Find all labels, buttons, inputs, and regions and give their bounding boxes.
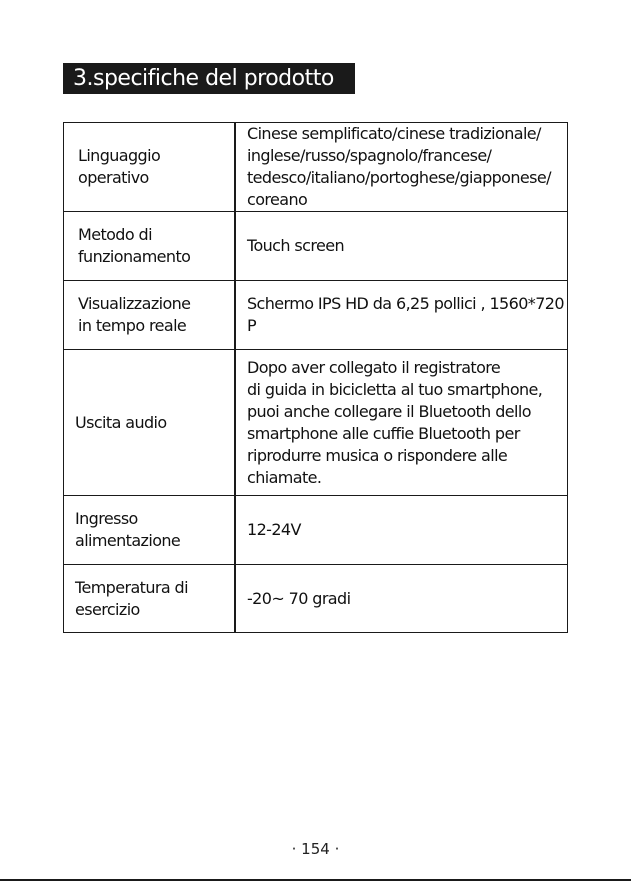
table-row [64,212,568,281]
spec-table [63,122,568,633]
row-label: Ingresso alimentazione [64,496,236,565]
table-row [64,565,568,633]
row-label: Uscita audio [64,350,236,496]
row-value: 12-24V [235,496,568,565]
row-value: Cinese semplificato/cinese tradizionale/ inglese/russo/spagnolo/francese/ tedesco/italiano/portoghese/giapponese/ coreano [235,123,568,212]
bottom-rule [0,879,631,881]
row-value: Schermo IPS HD da 6,25 pollici , 1560*720 P [235,281,568,350]
row-value: -20~ 70 gradi [235,565,568,633]
row-label: Visualizzazione in tempo reale [64,281,236,350]
row-label: Temperatura di esercizio [64,565,236,633]
table-row [64,350,568,496]
row-value: Dopo aver collegato il registratore di guida in bicicletta al tuo smartphone, puoi anche collegare il Bluetooth dello smartphone alle cuffie Bluetooth per riprodurre musica o rispondere alle chiamate. [235,350,568,496]
table-row [64,496,568,565]
table-row [64,281,568,350]
row-value: Touch screen [235,212,568,281]
row-label: Metodo di funzionamento [64,212,236,281]
row-label: Linguaggio operativo [64,123,236,212]
page-number: · 154 · [291,840,340,858]
table-row [64,123,568,212]
section-title: 3.specifiche del prodotto [63,63,355,94]
